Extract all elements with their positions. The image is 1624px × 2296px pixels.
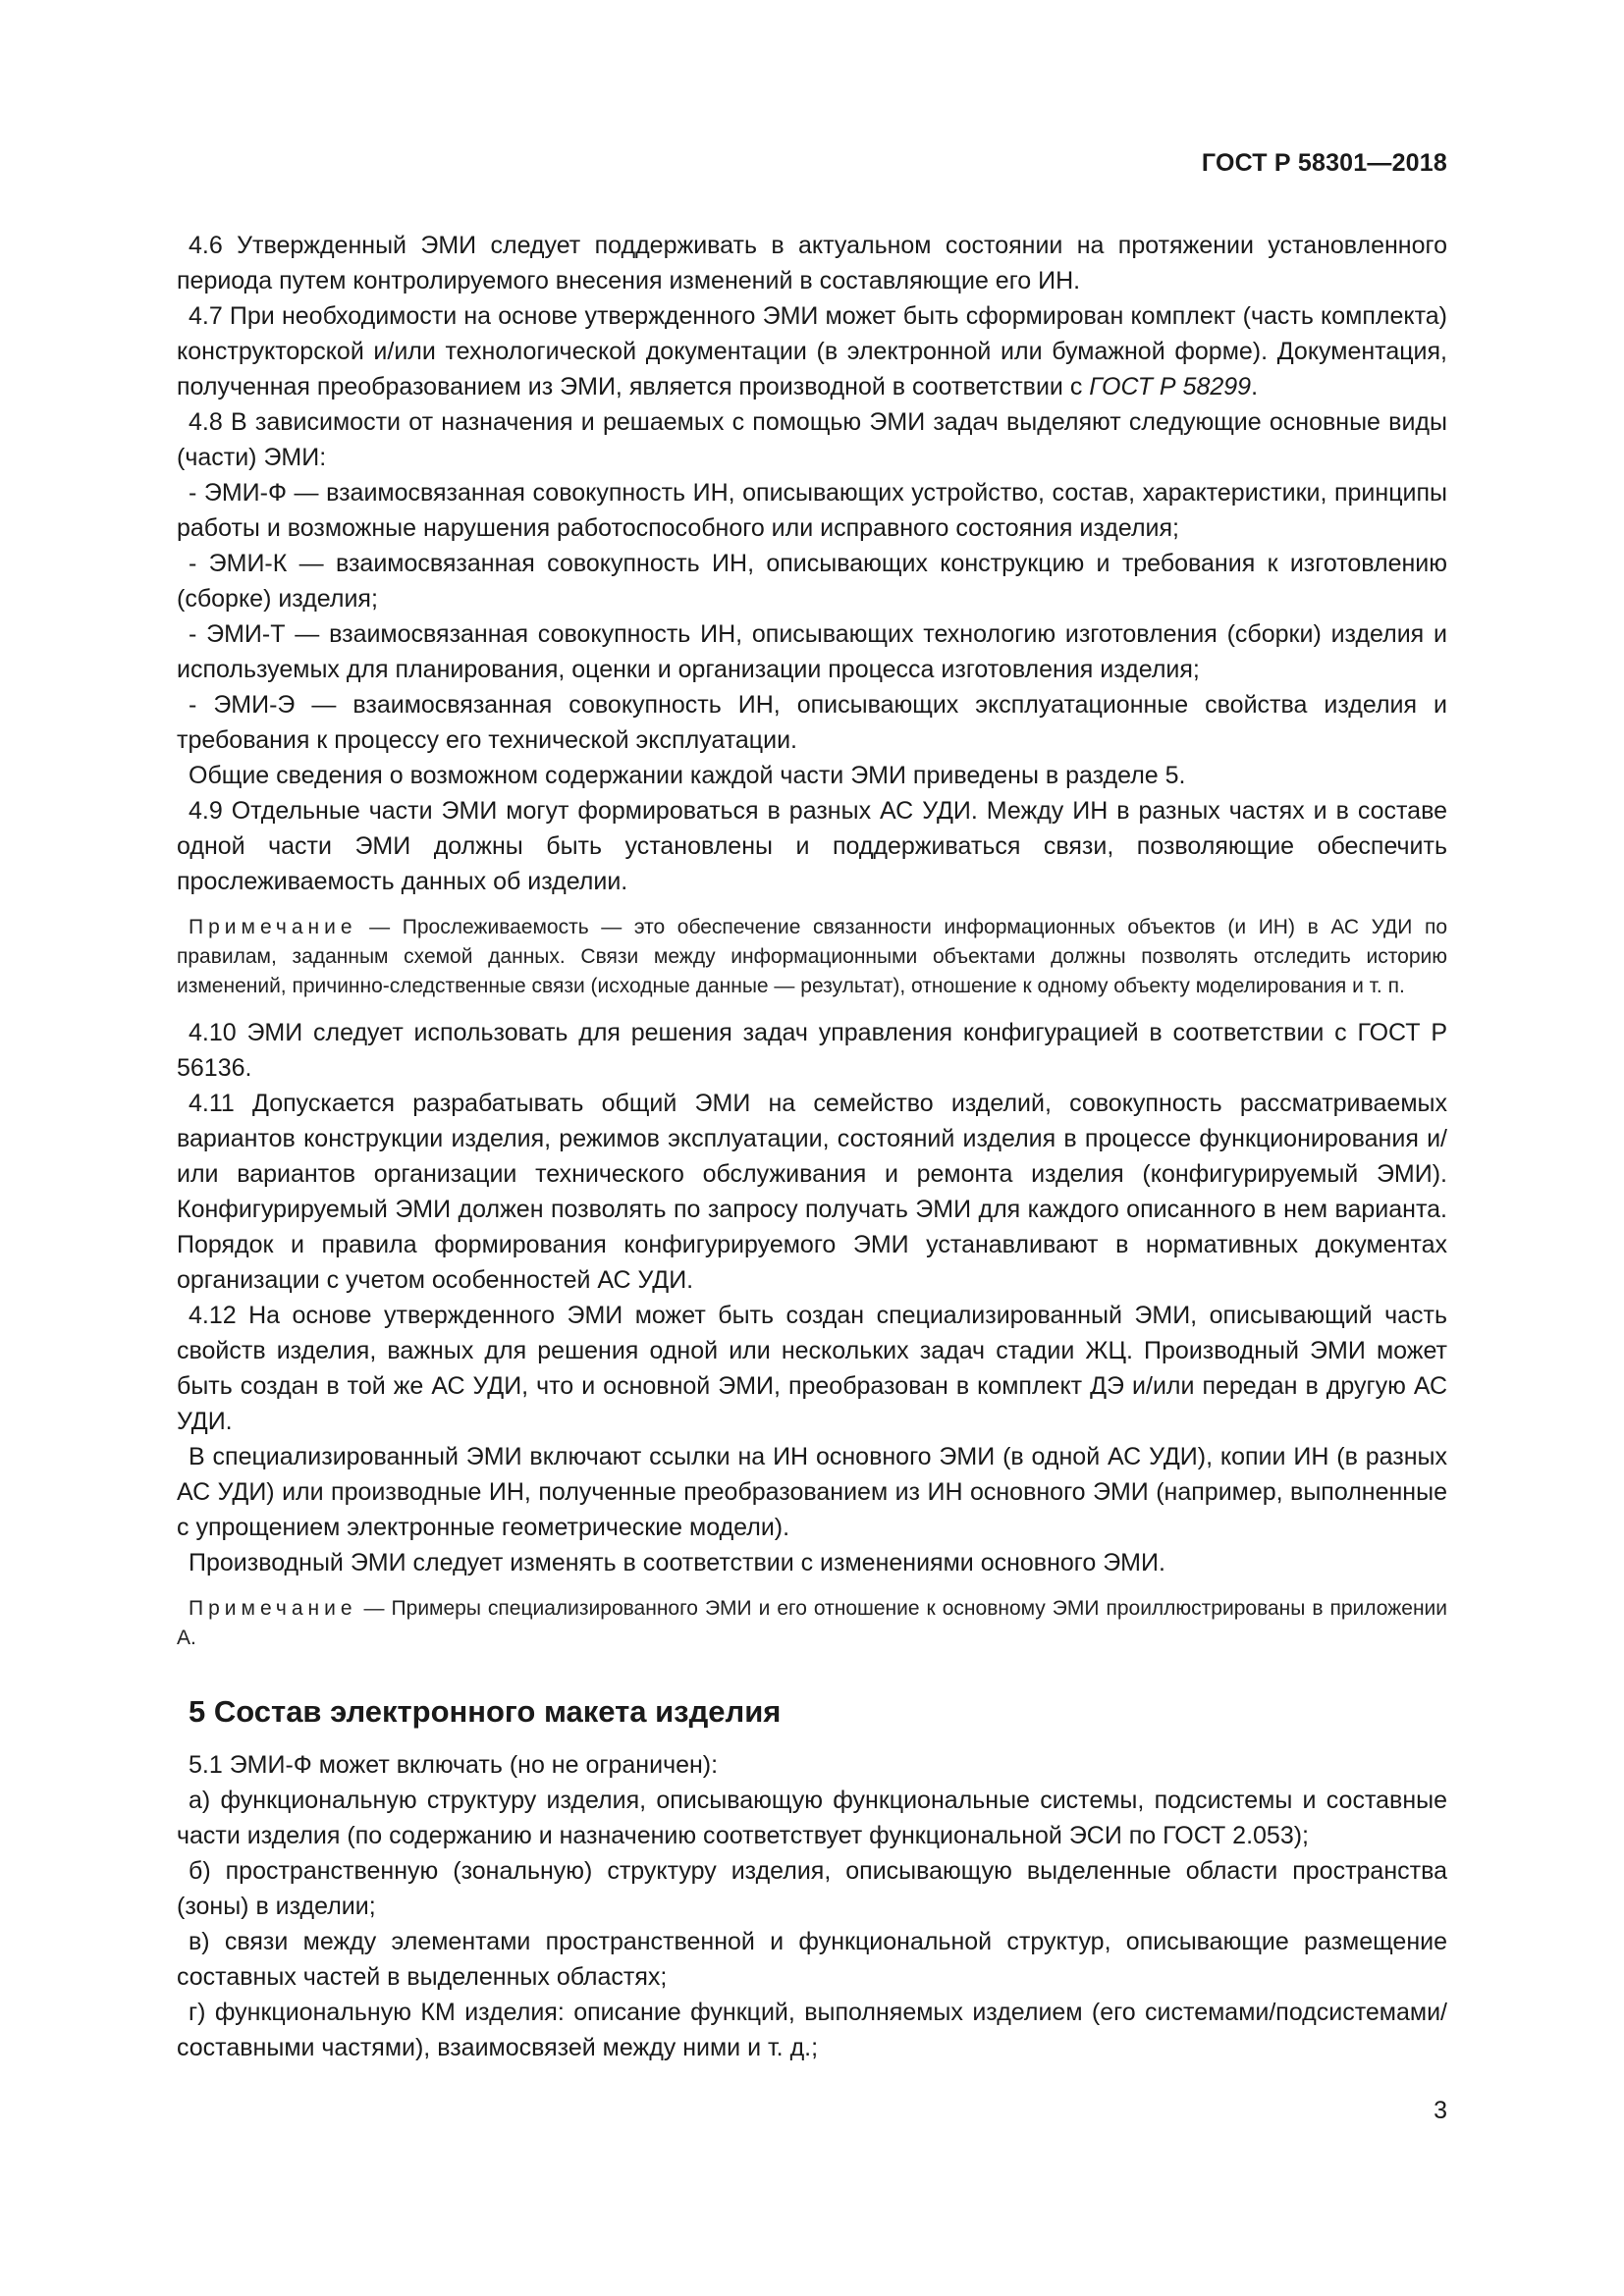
general-info-paragraph: Общие сведения о возможном содержании каждой части ЭМИ приведены в разделе 5. [189,762,1186,789]
note-label: Примечание [189,1597,357,1620]
list-item-v: в) связи между элементами пространственной и функциональной структур, описывающие размещение составных частей в выделенных областях; [177,1928,1447,1991]
section-5-title: 5 Состав электронного макета изделия [189,1694,782,1729]
list-item-b: б) пространственную (зональную) структуру изделия, описывающую выделенные области пространства (зоны) в изделии; [177,1857,1447,1920]
paragraph-4-9: 4.9 Отдельные части ЭМИ могут формироваться в разных АС УДИ. Между ИН в разных частях и в составе одной части ЭМИ должны быть установлены и поддерживаться связи, позволяющие обеспечить прослеживаемость данных об изделии. [177,797,1447,895]
list-item-g: г) функциональную КМ изделия: описание функций, выполняемых изделием (его системами/подсистемами/составными частями), взаимосвязей между ними и т. д.; [177,1999,1447,2061]
paragraph-4-10: 4.10 ЭМИ следует использовать для решения задач управления конфигурацией в соответствии с ГОСТ Р 56136. [177,1019,1447,1082]
specialized-emi-paragraph: В специализированный ЭМИ включают ссылки на ИН основного ЭМИ (в одной АС УДИ), копии ИН (в разных АС УДИ) или производные ИН, полученные преобразованием из ИН основного ЭМИ (например, выполненные с упрощением электронные геометрические модели). [177,1443,1447,1541]
list-item-emi-f: - ЭМИ-Ф — взаимосвязанная совокупность ИН, описывающих устройство, состав, характеристики, принципы работы и возможные нарушения работоспособного или исправного состояния изделия; [177,479,1447,542]
paragraph-4-7-end: . [1251,373,1259,400]
document-header: ГОСТ Р 58301—2018 [1201,149,1447,177]
paragraph-5-1: 5.1 ЭМИ-Ф может включать (но не ограничен): [189,1751,719,1779]
list-item-emi-k: - ЭМИ-К — взаимосвязанная совокупность ИН, описывающих конструкцию и требования к изготовлению (сборке) изделия; [177,550,1447,613]
list-item-a: а) функциональную структуру изделия, описывающую функциональные системы, подсистемы и составные части изделия (по содержанию и назначению соответствует функциональной ЭСИ по ГОСТ 2.053); [177,1787,1447,1849]
note-text: — Прослеживаемость — это обеспечение связанности информационных объектов (и ИН) в АС УДИ по правилам, заданным схемой данных. Связи между информационными объектами должны позволять отследить историю изменений, причинно-следственные связи (исходные данные — результат), отношение к одному объекту моделирования и т. п. [177,916,1447,997]
paragraph-4-7-text: 4.7 При необходимости на основе утвержденного ЭМИ может быть сформирован комплект (часть комплекта) конструкторской и/или технологической документации (в электронной или бумажной форме). Документация, полученная преобразованием из ЭМИ, является производной в соответствии с [177,302,1447,400]
note-appendix-a [177,1594,1447,1653]
note-text: — Примеры специализированного ЭМИ и его отношение к основному ЭМИ проиллюстрированы в приложении А. [177,1597,1447,1649]
note-label: Примечание [189,916,357,938]
gost-58299-reference: ГОСТ Р 58299 [1089,373,1252,400]
list-item-emi-e: - ЭМИ-Э — взаимосвязанная совокупность ИН, описывающих эксплуатационные свойства изделия и требования к процессу его технической эксплуатации. [177,691,1447,754]
derived-emi-paragraph: Производный ЭМИ следует изменять в соответствии с изменениями основного ЭМИ. [189,1549,1165,1576]
paragraph-4-12: 4.12 На основе утвержденного ЭМИ может быть создан специализированный ЭМИ, описывающий часть свойств изделия, важных для решения одной или нескольких задач стадии ЖЦ. Производный ЭМИ может быть создан в той же АС УДИ, что и основной ЭМИ, преобразован в комплект ДЭ и/или передан в другую АС УДИ. [177,1302,1447,1435]
note-traceability [177,913,1447,1001]
paragraph-4-6: 4.6 Утвержденный ЭМИ следует поддерживать в актуальном состоянии на протяжении установленного периода путем контролируемого внесения изменений в составляющие его ИН. [177,232,1447,294]
paragraph-4-8: 4.8 В зависимости от назначения и решаемых с помощью ЭМИ задач выделяют следующие основные виды (части) ЭМИ: [177,408,1447,471]
document-body [177,228,1447,2065]
page-number: 3 [1434,2097,1447,2124]
paragraph-4-11: 4.11 Допускается разрабатывать общий ЭМИ на семейство изделий, совокупность рассматриваемых вариантов конструкции изделия, режимов эксплуатации, состояний изделия в процессе функционирования и/или вариантов организации технического обслуживания и ремонта изделия (конфигурируемый ЭМИ). Конфигурируемый ЭМИ должен позволять по запросу получать ЭМИ для каждого описанного в нем варианта. Порядок и правила формирования конфигурируемого ЭМИ устанавливают в нормативных документах организации с учетом особенностей АС УДИ. [177,1090,1447,1294]
paragraph-4-7 [177,298,1447,404]
list-item-emi-t: - ЭМИ-Т — взаимосвязанная совокупность ИН, описывающих технологию изготовления (сборки) изделия и используемых для планирования, оценки и организации процесса изготовления изделия; [177,620,1447,683]
